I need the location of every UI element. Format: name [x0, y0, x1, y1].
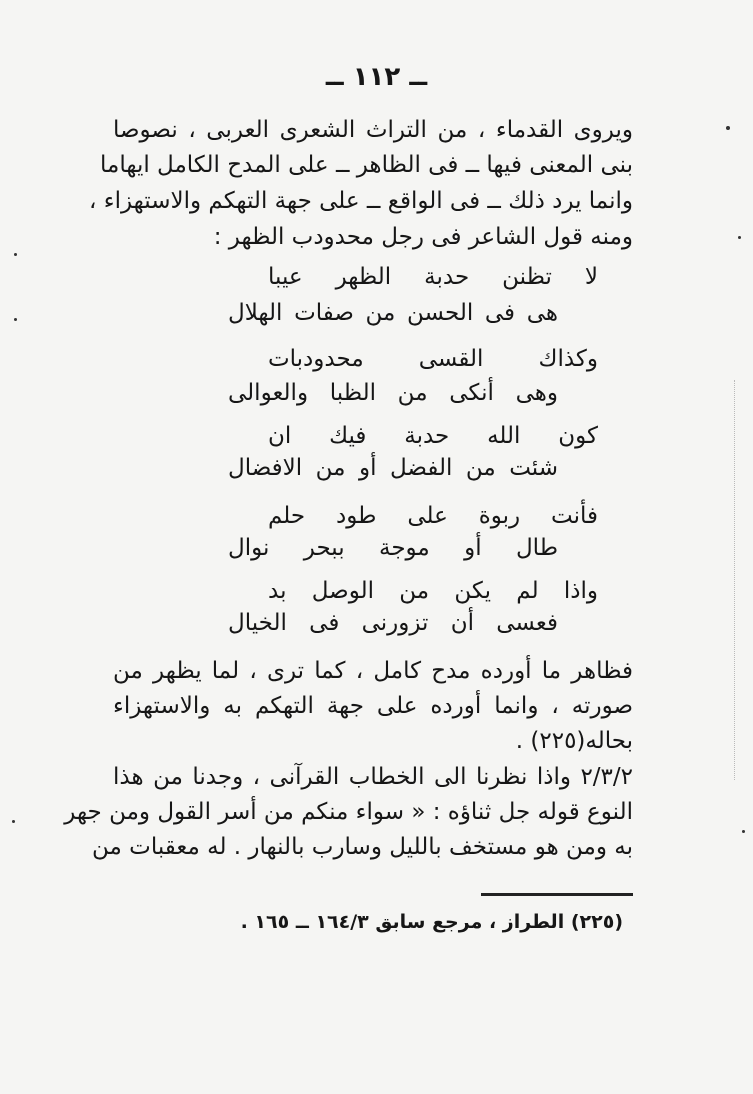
paragraph3-line-3: به ومن هو مستخف بالليل وسارب بالنهار . له معقبات من [92, 834, 633, 860]
scan-speck [738, 236, 741, 239]
paragraph3-line-1: ٢/٣/٢ واذا نظرنا الى الخطاب القرآنى ، وجدنا من هذا [113, 764, 633, 790]
paragraph2-line-3: بحاله(٢٢٥) . [515, 728, 633, 754]
footnote-225: (٢٢٥) الطراز ، مرجع سابق ١٦٤/٣ ــ ١٦٥ . [240, 911, 623, 933]
poem-verse-1-second: هى فى الحسن من صفات الهلال [228, 300, 558, 326]
page-number: ــ ١١٢ ــ [325, 62, 428, 92]
paragraph1-line-2: بنى المعنى فيها ــ فى الظاهر ــ على المدح الكامل ايهاما [100, 152, 633, 178]
poem-verse-1-first: لا تظنن حدبة الظهر عيبا [268, 264, 598, 290]
paragraph2-line-1: فظاهر ما أورده مدح كامل ، كما ترى ، لما يظهر من [113, 658, 633, 684]
poem-verse-3-first: كون الله حدبة فيك ان [268, 423, 598, 449]
poem-verse-4-second: طال أو موجة ببحر نوال [228, 535, 558, 561]
poem-verse-2-first: وكذاك القسى محدودبات [268, 346, 598, 372]
poem-verse-5-second: فعسى أن تزورنى فى الخيال [228, 610, 558, 636]
footnote-separator [481, 893, 633, 896]
scan-speck [726, 126, 730, 130]
poem-verse-5-first: واذا لم يكن من الوصل بد [268, 578, 598, 604]
paragraph2-line-2: صورته ، وانما أورده على جهة التهكم به والاستهزاء [113, 693, 633, 719]
paragraph1-line-1: ويروى القدماء ، من التراث الشعرى العربى ، نصوصا [113, 117, 633, 143]
poem-verse-3-second: شئت من الفضل أو من الافضال [228, 455, 558, 481]
poem-verse-4-first: فأنت ربوة على طود حلم [268, 503, 598, 529]
scan-speck [14, 253, 17, 256]
paragraph3-line-2: النوع قوله جل ثناؤه : « سواء منكم من أسر القول ومن جهر [64, 799, 633, 825]
scan-speck [14, 318, 17, 321]
scan-speck [742, 830, 745, 833]
scan-speck [12, 820, 15, 823]
paragraph1-line-4: ومنه قول الشاعر فى رجل محدودب الظهر : [213, 224, 633, 250]
scan-edge-noise [734, 380, 745, 780]
paragraph1-line-3: وانما يرد ذلك ــ فى الواقع ــ على جهة التهكم والاستهزاء ، [89, 188, 633, 214]
poem-verse-2-second: وهى أنكى من الظبا والعوالى [228, 380, 558, 406]
